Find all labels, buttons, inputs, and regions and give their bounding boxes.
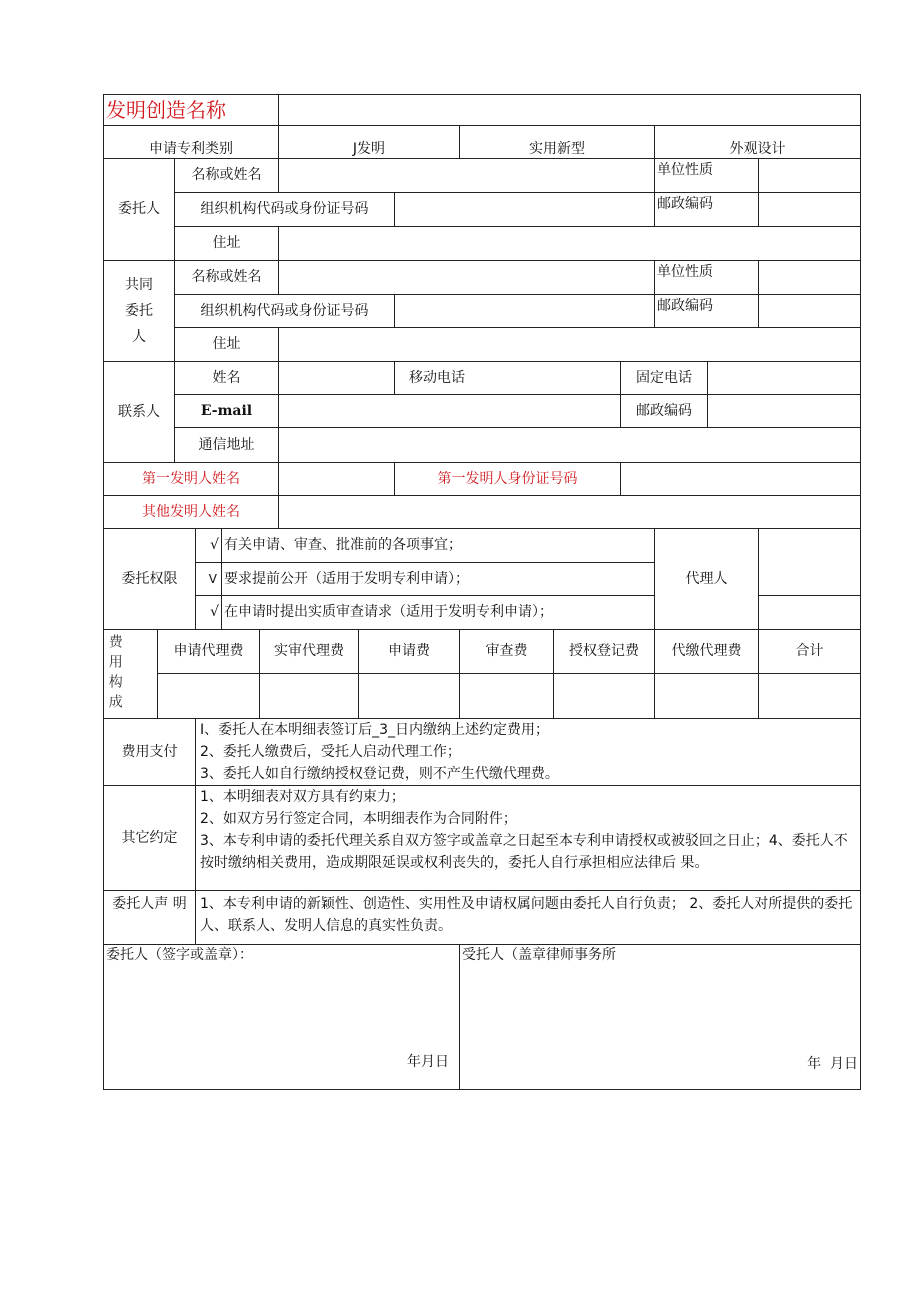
trustee-signature-date: 年 月日 [807,1056,858,1073]
payment-label: 费用支付 [103,718,196,786]
entruster-nature-input[interactable] [758,158,861,193]
authority-item-3-text: 在申请时提出实质审查请求（适用于发明专利申请）； [221,595,655,630]
other-term-2: 2、如双方另行签定合同，本明细表作为合同附件； [200,811,517,827]
payment-terms [195,718,861,786]
authority-label: 委托权限 [103,528,196,630]
fee-header-grant-registration: 授权登记费 [553,629,655,674]
contact-address-input[interactable] [278,427,861,463]
authority-item-1-check[interactable]: √ [195,528,222,563]
fee-header-application: 申请费 [358,629,460,674]
other-inventors-input[interactable] [278,495,861,529]
authority-item-2-text: 要求提前公开（适用于发明专利申请）； [221,562,655,596]
first-inventor-name-label: 第一发明人姓名 [103,462,279,496]
other-inventors-label: 其他发明人姓名 [103,495,279,529]
first-inventor-name-input[interactable] [278,462,395,496]
contact-group-label: 联系人 [103,361,175,463]
contact-name-label: 姓名 [174,361,279,395]
payment-term-3: 3、委托人如自行缴纳授权登记费，则不产生代缴代理费。 [200,766,559,782]
other-term-1: 1、本明细表对双方具有约束力； [200,789,405,805]
contact-email-label: E-mail [174,394,279,428]
invention-name-label: 发明创造名称 [103,94,279,126]
other-term-3: 3、本专利申请的委托代理关系自双方签字或盖章之日起至本专利申请授权或被驳回之日止；4、委托人不按时缴纳相关费用，造成期限延误或权利丧失的，委托人自行承担相应法律后 果。 [200,833,848,871]
trustee-signature-label: 受托人（盖章律师事务所 [462,947,616,963]
entruster-postcode-label: 邮政编码 [654,192,759,227]
co-entruster-id-label: 组织机构代码或身份证号码 [174,294,395,328]
trustee-signature-box[interactable] [459,944,861,1090]
invention-name-input[interactable] [278,94,861,126]
contact-mobile-label: 移动电话 [394,361,621,395]
declaration-label: 委托人声 明 [103,890,196,945]
contact-postcode-input[interactable] [707,394,861,428]
co-entruster-postcode-label: 邮政编码 [654,294,759,328]
authority-item-3-check[interactable]: √ [195,595,222,630]
other-agreements-terms [195,785,861,891]
fee-header-proxy-payment: 代缴代理费 [654,629,759,674]
payment-term-1: I、委托人在本明细表签订后_3_日内缴纳上述约定费用； [200,722,550,738]
agent-label: 代理人 [654,528,759,630]
entruster-name-label: 名称或姓名 [174,158,279,193]
fee-input-application[interactable] [358,673,460,719]
entruster-group-label: 委托人 [103,158,175,261]
co-entruster-group-label: 共同委托人 [103,260,175,362]
fee-header-exam-agency: 实审代理费 [259,629,359,674]
co-entruster-name-label: 名称或姓名 [174,260,279,295]
contact-email-input[interactable] [278,394,621,428]
fee-input-application-agency[interactable] [157,673,260,719]
co-entruster-address-label: 住址 [174,327,279,362]
co-entruster-id-input[interactable] [394,294,655,328]
entruster-nature-label: 单位性质 [654,158,759,193]
patent-type-invention-option[interactable]: J发明 [278,125,460,159]
first-inventor-id-label: 第一发明人身份证号码 [394,462,621,496]
fee-input-total[interactable] [758,673,861,719]
fee-header-application-agency: 申请代理费 [157,629,260,674]
other-agreements-label: 其它约定 [103,785,196,891]
contact-phone-input[interactable] [707,361,861,395]
fee-input-grant-registration[interactable] [553,673,655,719]
co-entruster-nature-label: 单位性质 [654,260,759,295]
entruster-signature-label: 委托人（签字或盖章）： [106,947,253,963]
entruster-name-input[interactable] [278,158,655,193]
agent-input-2[interactable] [758,595,861,630]
fee-input-examination[interactable] [459,673,554,719]
contact-postcode-label: 邮政编码 [620,394,708,428]
entruster-id-label: 组织机构代码或身份证号码 [174,192,395,227]
fees-label [103,629,158,719]
co-entruster-postcode-input[interactable] [758,294,861,328]
declaration-text: 1、本专利申请的新颖性、创造性、实用性及申请权属问题由委托人自行负责； 2、委托人对所提供的委托人、联系人、发明人信息的真实性负责。 [195,890,861,945]
entruster-address-input[interactable] [278,226,861,261]
first-inventor-id-input[interactable] [620,462,861,496]
patent-type-label: 申请专利类别 [103,125,279,159]
fee-header-examination: 审查费 [459,629,554,674]
entruster-signature-date: 年月日 [407,1054,449,1071]
authority-item-1-text: 有关申请、审查、批准前的各项事宜； [221,528,655,563]
entruster-postcode-input[interactable] [758,192,861,227]
entruster-address-label: 住址 [174,226,279,261]
co-entruster-address-input[interactable] [278,327,861,362]
entruster-signature-box[interactable] [103,944,460,1090]
co-entruster-nature-input[interactable] [758,260,861,295]
patent-type-design-option[interactable]: 外观设计 [654,125,861,159]
contact-name-input[interactable] [278,361,395,395]
agent-input-1[interactable] [758,528,861,596]
fee-header-total: 合计 [758,629,861,674]
authority-item-2-check[interactable]: V [195,562,222,596]
entruster-id-input[interactable] [394,192,655,227]
payment-term-2: 2、委托人缴费后，受托人启动代理工作； [200,744,461,760]
fees-label-text: 费用构成 [106,634,123,714]
co-entruster-name-input[interactable] [278,260,655,295]
patent-type-utility-option[interactable]: 实用新型 [459,125,655,159]
fee-input-exam-agency[interactable] [259,673,359,719]
contact-phone-label: 固定电话 [620,361,708,395]
contact-address-label: 通信地址 [174,427,279,463]
fee-input-proxy-payment[interactable] [654,673,759,719]
